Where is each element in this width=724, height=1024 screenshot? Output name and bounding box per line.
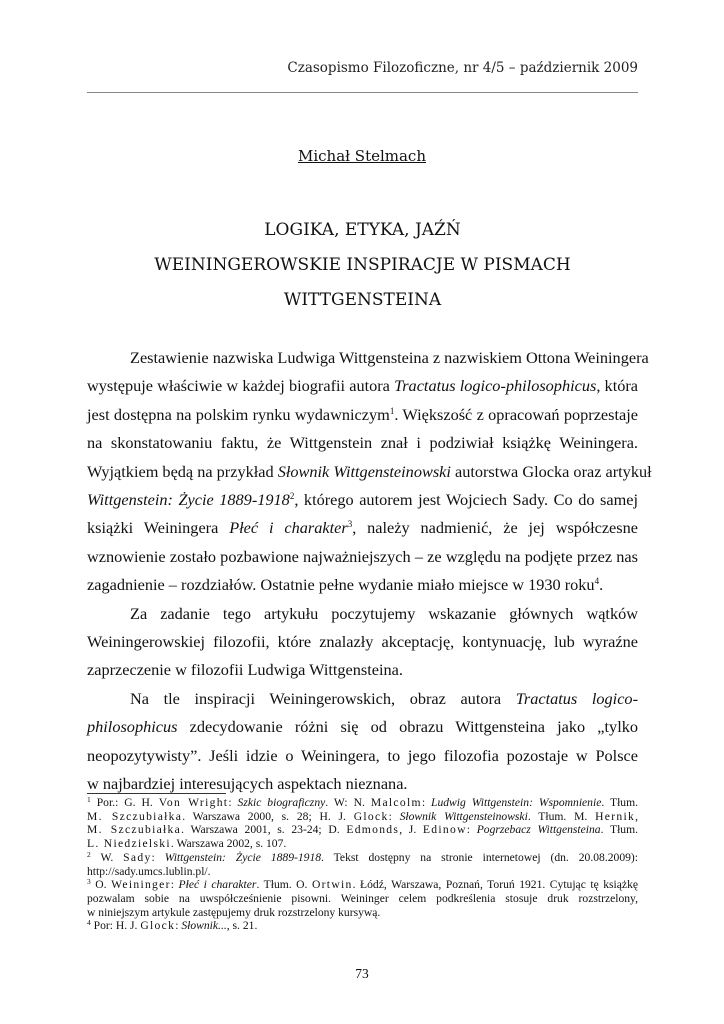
title-line-3: WITTGENSTEINA xyxy=(283,290,442,310)
body-line: Na tle inspiracji Weiningerowskich, obraz autora Tractatus logico- xyxy=(130,688,638,708)
footnote-ref: 4 xyxy=(594,576,600,587)
body-line: Wyjątkiem będą na przykład Słownik Wittgensteinowski autorstwa Glocka oraz artykuł xyxy=(87,461,652,481)
body-line: zaprzeczenie w filozofii Ludwiga Wittgensteina. xyxy=(87,660,403,680)
footnote-line: $^3$ O. Weininger: Płeć i charakter. Tłum. O. Ortwin. Łódź, Warszawa, Poznań, Toruń 1921. Cytując tę książkę xyxy=(87,877,639,892)
body-line: Za zadanie tego artykułu poczytujemy wskazanie głównych wątków xyxy=(130,603,638,623)
body-line: philosophicus zdecydowanie różni się od obrazu Wittgensteina jako „tylko xyxy=(87,717,638,737)
work-title: Tractatus logico- xyxy=(515,688,638,708)
body-line: jest dostępna na polskim rynku wydawniczym$^1$. Większość z opracowań poprzestaje xyxy=(87,404,638,424)
work-title: Tractatus logico-philosophicus xyxy=(394,376,597,396)
body-line: na skonstatowaniu faktu, że Wittgenstein znał i podziwiał książkę Weiningera. xyxy=(87,433,638,453)
footnote-line: M. Szczubiałka. Warszawa 2000, s. 28; H. J. Glock: Słownik Wittgensteinowski. Tłum. M. Hernik, xyxy=(87,809,638,823)
body-line: Weiningerowskiej filozofii, które znalazły akceptację, kontynuację, lub wyraźne xyxy=(87,632,638,652)
footnote-line: $^4$ Por: H. J. Glock: Słownik..., s. 21. xyxy=(87,918,258,933)
footnote-line: L. Niedzielski. Warszawa 2002, s. 107. xyxy=(87,837,287,851)
running-header: Czasopismo Filozoficzne, nr 4/5 – październik 2009 xyxy=(287,60,638,76)
footnote-number: 2 xyxy=(87,849,91,859)
work-title: Wittgenstein: Życie 1889-1918 xyxy=(87,490,290,510)
footnote-line: $^1$ Por.: G. H. Von Wright: Szkic biograficzny. W: N. Malcolm: Ludwig Wittgenstein: Wspomnienie. Tłum. xyxy=(87,795,639,809)
body-line: Zestawienie nazwiska Ludwiga Wittgensteina z nazwiskiem Ottona Weiningera xyxy=(130,348,649,367)
footnote-ref: 1 xyxy=(389,405,395,416)
footnotes xyxy=(87,796,638,933)
body-line: neopozytywisty”. Jeśli idzie o Weiningera, to jego filozofia pozostaje w Polsce xyxy=(87,745,638,765)
footnote-line: w niniejszym artykule zastępujemy druk rozstrzelony kursywą. xyxy=(87,905,381,919)
footnote-line: M. Szczubiałka. Warszawa 2001, s. 23-24; D. Edmonds, J. Edinow: Pogrzebacz Wittgensteina. Tłum. xyxy=(87,823,639,837)
footnote-line: pozwalam sobie na uwspółcześnienie pisowni. Weininger celem podkreślenia stosuje druk rozstrzelony, xyxy=(87,891,638,905)
footnote-separator xyxy=(87,793,226,794)
work-title: Słownik Wittgensteinowski xyxy=(277,461,451,481)
footnote-ref: 3 xyxy=(347,519,353,530)
page-number: 73 xyxy=(355,966,369,981)
footnote-ref: 2 xyxy=(289,491,295,502)
body-line: wznowienie zostało pozbawione najważniejszych – ze względu na podjęte przez nas xyxy=(87,546,638,566)
footnote-number: 4 xyxy=(87,918,91,928)
body-line: książki Weiningera Płeć i charakter$^3$, należy nadmienić, że jej współczesne xyxy=(87,518,638,538)
article-title xyxy=(87,213,638,318)
footnote-number: 1 xyxy=(87,795,91,804)
footnote-line: http://sady.umcs.lublin.pl/. xyxy=(87,864,211,878)
body-line: Wittgenstein: Życie 1889-1918$^2$, którego autorem jest Wojciech Sady. Co do samej xyxy=(87,490,639,510)
author-name: Michał Stelmach xyxy=(298,147,426,165)
footnote-line: $^2$ W. Sady: Wittgenstein: Życie 1889-1918. Tekst dostępny na stronie internetowej (dn. 20.08.2009): xyxy=(87,849,638,864)
body-line: w najbardziej interesujących aspektach nieznana. xyxy=(87,774,408,794)
title-line-2: WEININGEROWSKIE INSPIRACJE W PISMACH xyxy=(154,255,571,275)
title-line-1: LOGIKA, ETYKA, JAŹŃ xyxy=(264,220,461,240)
header-rule xyxy=(87,92,638,93)
article-body xyxy=(87,344,652,799)
work-title: Płeć i charakter xyxy=(229,518,348,538)
work-title: philosophicus xyxy=(87,717,178,737)
footnote-number: 3 xyxy=(87,877,91,887)
body-line: zagadnienie – rozdziałów. Ostatnie pełne wydanie miało miejsce w 1930 roku$^4$. xyxy=(87,575,604,595)
body-line: występuje właściwie w każdej biografii autora Tractatus logico-philosophicus, która xyxy=(87,376,639,396)
